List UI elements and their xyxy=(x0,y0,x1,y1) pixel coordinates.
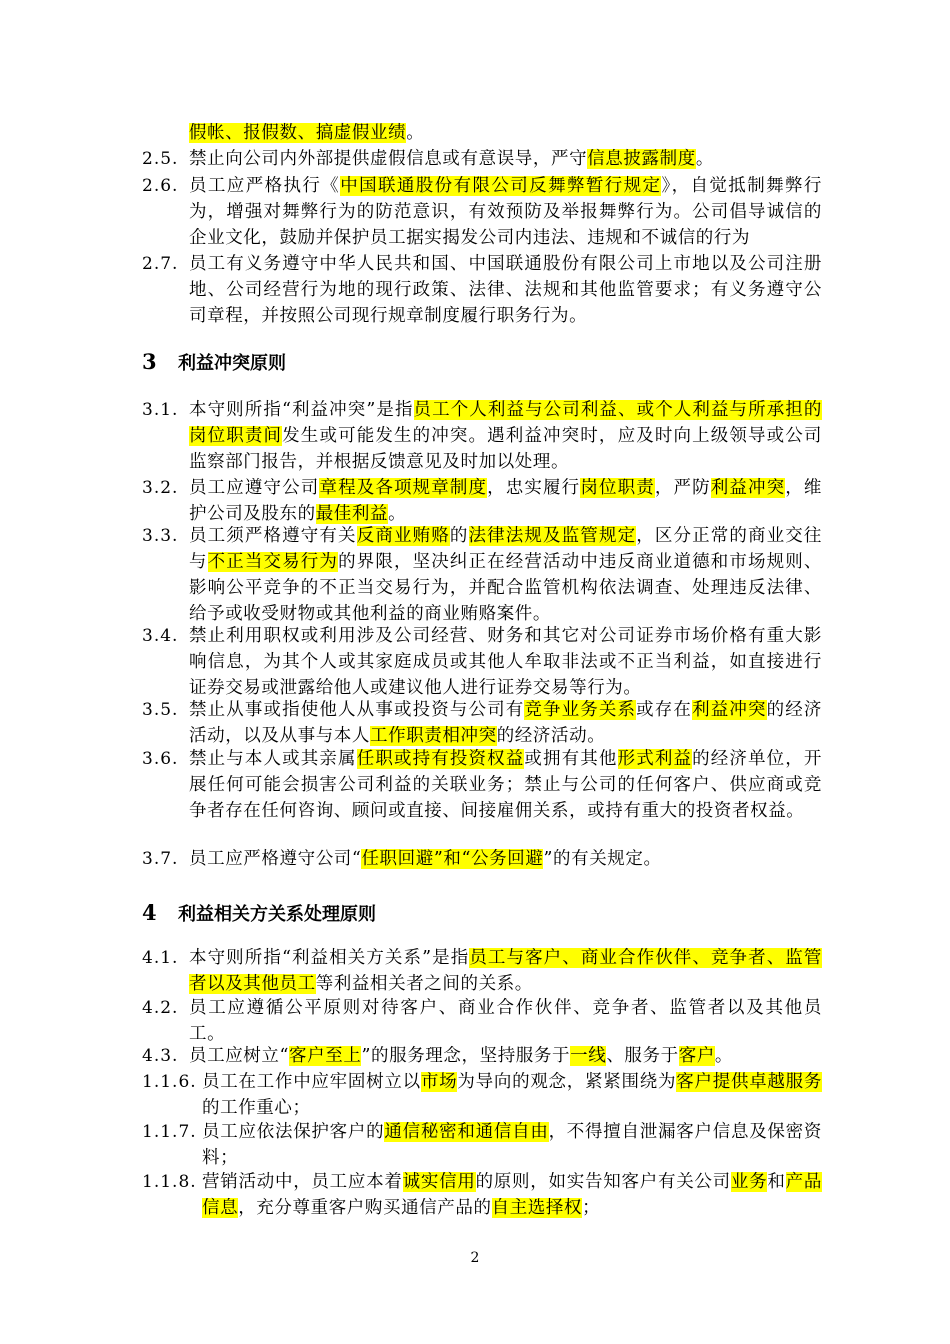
clause-number: 4.2. xyxy=(142,998,179,1018)
clause-text xyxy=(189,173,822,251)
clause-number: 1.1.7. xyxy=(142,1122,197,1142)
text: 的经济活动，以及从事与本人 xyxy=(189,700,822,746)
text: 》，自觉抵制舞弊行为，增强对舞弊行为的防范意识，有效预防及举报舞弊行为。公司倡导诚信的企业文化，鼓励并保护员工据实揭发公司内违法、违规和不诚信的行为 xyxy=(189,176,822,248)
text: 发生或可能发生的冲突。遇利益冲突时，应及时向上级领导或公司监察部门报告，并根据反馈意见及时加以处理。 xyxy=(189,426,822,472)
clause-number: 2.6. xyxy=(142,176,179,196)
clause-text xyxy=(202,1169,822,1221)
text: ”的有关规定。 xyxy=(543,849,662,869)
highlight: 任职回避”和“公务回避 xyxy=(361,849,544,869)
section-number: 3 xyxy=(142,349,157,374)
clause-text xyxy=(202,1119,822,1171)
highlight: 客户 xyxy=(678,1046,715,1066)
clause-number: 3.6. xyxy=(142,749,179,769)
clause-number: 3.1. xyxy=(142,400,179,420)
text: 员工应严格执行《 xyxy=(189,176,341,196)
clause-text xyxy=(189,697,822,749)
clause-3-6 xyxy=(142,746,822,824)
text: ，维护公司及股东的 xyxy=(189,478,823,524)
highlight: 自主选择权 xyxy=(491,1198,583,1218)
text: 的经济单位，开展任何可能会损害公司利益的关联业务；禁止与公司的任何客户、供应商或竞争者存在任何咨询、顾问或直接、间接雇佣关系，或持有重大的投资者权益。 xyxy=(189,749,823,821)
text: 营销活动中，员工应本着 xyxy=(202,1172,403,1192)
page-number: 2 xyxy=(470,1250,480,1266)
highlight: 员工个人利益与公司利益、或个人利益与所承担的岗位职责间 xyxy=(189,400,822,446)
text: 、服务于 xyxy=(606,1046,679,1066)
highlight: 客户提供卓越服务 xyxy=(676,1072,823,1092)
clause-3-7 xyxy=(142,846,822,872)
clause-number: 3.3. xyxy=(142,526,179,546)
highlight: 市场 xyxy=(420,1072,458,1092)
text: ，充分尊重客户购买通信产品的 xyxy=(238,1198,492,1218)
text: 等利益相关者之间的关系。 xyxy=(315,974,533,994)
text: 员工在工作中应牢固树立以 xyxy=(202,1072,421,1092)
highlight: 不正当交易行为 xyxy=(207,552,339,572)
highlight: 一线 xyxy=(570,1046,607,1066)
clause-number: 2.7. xyxy=(142,254,179,274)
text: 禁止向公司内外部提供虚假信息或有意误导，严守 xyxy=(189,149,588,169)
highlight: 利益冲突 xyxy=(692,700,767,720)
text: ，不得擅自泄漏客户信息及保密资料； xyxy=(202,1122,823,1168)
clause-text xyxy=(202,1069,822,1121)
clause-number: 4.3. xyxy=(142,1046,179,1066)
clause-2-5 xyxy=(142,146,822,172)
text: 。 xyxy=(714,1046,734,1066)
highlight: 假帐、报假数、搞虚假业绩 xyxy=(189,123,407,143)
clause-text xyxy=(189,746,822,824)
highlight: 竞争业务关系 xyxy=(524,700,637,720)
text: 。 xyxy=(388,504,407,524)
highlight: 通信秘密和通信自由 xyxy=(384,1122,549,1142)
clause-1-1-7 xyxy=(142,1119,822,1171)
clause-4-3 xyxy=(142,1043,822,1069)
highlight: 信息披露制度 xyxy=(587,149,696,169)
text: 和 xyxy=(767,1172,786,1192)
clause-text xyxy=(189,945,822,997)
clause-3-3 xyxy=(142,523,822,627)
clause-number: 4.1. xyxy=(142,948,179,968)
clause-text xyxy=(189,523,822,627)
clause-number: 3.5. xyxy=(142,700,179,720)
highlight: 任职或持有投资权益 xyxy=(356,749,525,769)
highlight: 反商业贿赂 xyxy=(356,526,450,546)
clause-1-1-8 xyxy=(142,1169,822,1221)
text: 的工作重心； xyxy=(202,1098,311,1118)
clause-3-5 xyxy=(142,697,822,749)
highlight: 业务 xyxy=(730,1172,768,1192)
section-title: 利益冲突原则 xyxy=(178,353,286,374)
text: 员工应依法保护客户的 xyxy=(202,1122,385,1142)
clause-text xyxy=(189,475,822,527)
text: 员工应严格遵守公司“ xyxy=(189,849,362,869)
text: 的 xyxy=(449,526,469,546)
clause-2-7 xyxy=(142,251,822,329)
section-heading-4 xyxy=(142,900,376,926)
highlight: 产品信息 xyxy=(202,1172,822,1218)
highlight: 章程及各项规章制度 xyxy=(319,478,488,498)
text: ”的服务理念，坚持服务于 xyxy=(361,1046,571,1066)
text: 员工应遵守公司 xyxy=(189,478,320,498)
highlight: 客户至上 xyxy=(289,1046,362,1066)
clause-4-2 xyxy=(142,995,822,1047)
clause-number: 3.7. xyxy=(142,849,179,869)
clause-4-1 xyxy=(142,945,822,997)
text: 的原则，如实告知客户有关公司 xyxy=(475,1172,731,1192)
text: 的经济活动。 xyxy=(496,726,606,746)
text: 。 xyxy=(695,149,714,169)
clause-number: 3.2. xyxy=(142,478,179,498)
clause-text xyxy=(189,846,822,872)
clause-number: 3.4. xyxy=(142,626,179,646)
section-heading-3 xyxy=(142,349,286,375)
clause-3-4 xyxy=(142,623,822,701)
highlight: 形式利益 xyxy=(617,749,693,769)
clause-3-2 xyxy=(142,475,822,527)
text: 为导向的观念，紧紧围绕为 xyxy=(457,1072,677,1092)
clause-1-1-6 xyxy=(142,1069,822,1121)
highlight: 员工与客户、商业合作伙伴、竞争者、监管者以及其他员工 xyxy=(189,948,822,994)
clause-2-6 xyxy=(142,173,822,251)
clause-text: 员工有义务遵守中华人民共和国、中国联通股份有限公司上市地以及公司注册地、公司经营行为地的现行政策、法律、法规和其他监管要求；有义务遵守公司章程，并按照公司现行规章制度履行职务行为。 xyxy=(189,254,822,326)
clause-number: 1.1.8. xyxy=(142,1172,197,1192)
text: 的界限，坚决纠正在经营活动中违反商业道德和市场规则、影响公平竞争的不正当交易行为，并配合监管机构依法调查、处理违反法律、给予或收受财物或其他利益的商业贿赂案件。 xyxy=(189,552,822,624)
text: 或存在 xyxy=(636,700,693,720)
text: 员工应树立“ xyxy=(189,1046,290,1066)
text: 本守则所指“利益冲突”是指 xyxy=(189,400,414,420)
text: ，忠实履行 xyxy=(487,478,581,498)
clause-3-1 xyxy=(142,397,822,475)
clause-text: 禁止利用职权或利用涉及公司经营、财务和其它对公司证券市场价格有重大影响信息，为其个人或其家庭成员或其他人牟取非法或不正当利益，如直接进行证券交易或泄露给他人或建议他人进行证券交易等行为。 xyxy=(189,626,822,698)
text: ，区分正常的商业交往与 xyxy=(189,526,823,572)
text: 员工须严格遵守有关 xyxy=(189,526,357,546)
highlight: 诚实信用 xyxy=(402,1172,476,1192)
text: 禁止与本人或其亲属 xyxy=(189,749,357,769)
clause-text xyxy=(189,146,822,172)
text: 禁止从事或指使他人从事或投资与公司有 xyxy=(189,700,525,720)
continuation-line xyxy=(189,120,424,146)
highlight: 中国联通股份有限公司反舞弊暂行规定 xyxy=(340,176,662,196)
highlight: 工作职责相冲突 xyxy=(370,726,497,746)
section-title: 利益相关方关系处理原则 xyxy=(178,904,376,925)
highlight: 岗位职责 xyxy=(580,478,655,498)
text: ，严防 xyxy=(654,478,711,498)
clause-number: 1.1.6. xyxy=(142,1072,197,1092)
highlight: 法律法规及监管规定 xyxy=(468,526,637,546)
section-number: 4 xyxy=(142,900,157,925)
clause-text: 员工应遵循公平原则对待客户、商业合作伙伴、竞争者、监管者以及其他员工。 xyxy=(189,998,822,1044)
text: 本守则所指“利益相关方关系”是指 xyxy=(189,948,470,968)
highlight: 最佳利益 xyxy=(315,504,389,524)
clause-text xyxy=(189,397,822,475)
clause-number: 2.5. xyxy=(142,149,179,169)
text: ； xyxy=(582,1198,601,1218)
text: 。 xyxy=(406,123,425,143)
text: 或拥有其他 xyxy=(524,749,618,769)
clause-text xyxy=(189,1043,822,1069)
highlight: 利益冲突 xyxy=(710,478,786,498)
